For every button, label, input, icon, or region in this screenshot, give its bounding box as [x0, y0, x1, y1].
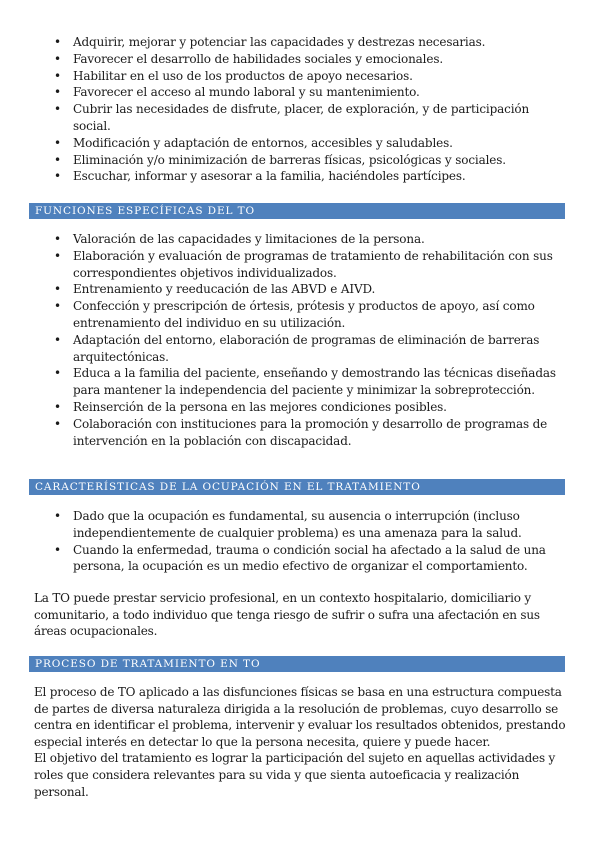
list-item: • Cuando la enfermedad, trauma o condición social ha afectado a la salud de una persona, la ocupación es un medio efectivo de organizar el comportamiento.: [0, 542, 600, 576]
list-item: • Dado que la ocupación es fundamental, su ausencia o interrupción (incluso independientemente de cualquier problema) es una amenaza para la salud.: [0, 508, 600, 542]
list-item: • Favorecer el desarrollo de habilidades sociales y emocionales.: [0, 51, 600, 68]
proceso-text-block: [0, 684, 600, 800]
list-item: • Reinserción de la persona en las mejores condiciones posibles.: [0, 399, 600, 416]
funciones-list: [0, 231, 600, 449]
list-item: • Confección y prescripción de órtesis, prótesis y productos de apoyo, así como entrenamiento del individuo en su utilización.: [0, 298, 600, 332]
list-item: • Adquirir, mejorar y potenciar las capacidades y destrezas necesarias.: [0, 34, 600, 51]
list-item: • Habilitar en el uso de los productos de apoyo necesarios.: [0, 68, 600, 85]
list-item: • Favorecer el acceso al mundo laboral y su mantenimiento.: [0, 84, 600, 101]
body-paragraph: El proceso de TO aplicado a las disfunciones físicas se basa en una estructura compuesta de partes de diversa naturaleza dirigida a la resolución de problemas, cuyo desarrollo se centra en identificar el problema, intervenir y evaluar los resultados obtenidos, prestando especial interés en detectar lo que la persona necesita, quiere y puede hacer.: [34, 685, 566, 749]
list-item: • Escuchar, informar y asesorar a la familia, haciéndoles partícipes.: [0, 168, 600, 185]
caracteristicas-list: [0, 508, 600, 575]
caracteristicas-paragraph-block: [0, 590, 600, 640]
list-item: • Modificación y adaptación de entornos, accesibles y saludables.: [0, 135, 600, 152]
section-header-funciones: FUNCIONES ESPECÍFICAS DEL TO: [29, 203, 565, 219]
section-header-proceso: PROCESO DE TRATAMIENTO EN TO: [29, 656, 565, 672]
body-paragraph: La TO puede prestar servicio profesional, en un contexto hospitalario, domiciliario y comunitario, a todo individuo que tenga riesgo de sufrir o sufra una afectación en sus áreas ocupacionales.: [34, 591, 540, 639]
objectives-list: [0, 34, 600, 185]
list-item: • Educa a la familia del paciente, enseñando y demostrando las técnicas diseñadas para mantener la independencia del paciente y minimizar la sobreprotección.: [0, 365, 600, 399]
list-item: • Entrenamiento y reeducación de las ABVD e AIVD.: [0, 281, 600, 298]
list-item: • Valoración de las capacidades y limitaciones de la persona.: [0, 231, 600, 248]
list-item: • Colaboración con instituciones para la promoción y desarrollo de programas de intervención en la población con discapacidad.: [0, 416, 600, 450]
list-item: • Adaptación del entorno, elaboración de programas de eliminación de barreras arquitectónicas.: [0, 332, 600, 366]
list-item: • Elaboración y evaluación de programas de tratamiento de rehabilitación con sus correspondientes objetivos individualizados.: [0, 248, 600, 282]
body-paragraph: El objetivo del tratamiento es lograr la participación del sujeto en aquellas actividades y roles que considera relevantes para su vida y que sienta autoeficacia y realización personal.: [34, 751, 556, 799]
section-header-caracteristicas: CARACTERÍSTICAS DE LA OCUPACIÓN EN EL TRATAMIENTO: [29, 479, 565, 495]
list-item: • Cubrir las necesidades de disfrute, placer, de exploración, y de participación social.: [0, 101, 600, 135]
list-item: • Eliminación y/o minimización de barreras físicas, psicológicas y sociales.: [0, 152, 600, 169]
